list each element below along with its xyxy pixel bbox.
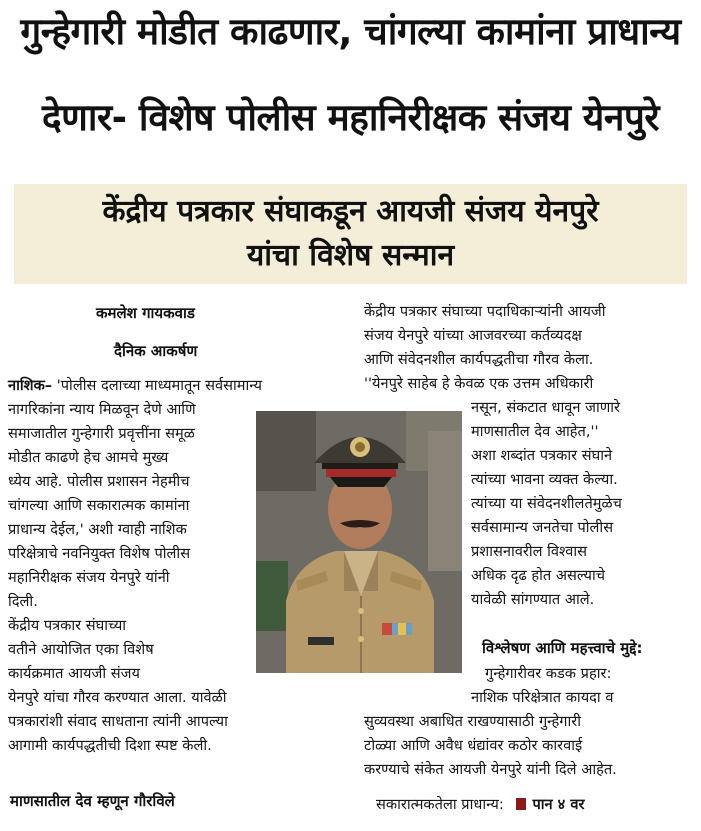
headline-line-1: गुन्हेगारी मोडीत काढणार, चांगल्या कामांना प्राधान्य — [20, 10, 681, 53]
left-line-3: समाजातील गुन्हेगारी प्रवृत्तींना समूळ — [8, 425, 195, 442]
headline-line-2: देणार- विशेष पोलीस महानिरीक्षक संजय येनपुरे — [41, 96, 660, 139]
left-line-2: नागरिकांना न्याय मिळवून देणे आणि — [8, 401, 196, 418]
right-point-full — [364, 710, 697, 782]
subheadline — [14, 190, 687, 278]
point-line-1: गुन्हेगारीवर कडक प्रहार: — [485, 665, 612, 682]
right-narrow-line-1: नसून, संकटात धावून जाणारे — [471, 399, 621, 416]
analysis-heading: विश्लेषण आणि महत्त्वाचे मुद्दे: — [482, 639, 643, 657]
right-line-1: केंद्रीय पत्रकार संघाच्या पदाधिकाऱ्यांनी आयजी — [364, 303, 606, 320]
right-line-3: आणि संवेदनशील कार्यपद्धतीचा गौरव केला. — [364, 351, 594, 368]
subheadline-line-1: केंद्रीय पत्रकार संघाकडून आयजी संजय येनपुरे — [102, 194, 599, 229]
officer-portrait-image — [256, 411, 462, 673]
left-narrow-line-4: परिक्षेत्राचे नवनियुक्त विशेष पोलीस — [8, 545, 191, 562]
left-line-1: 'पोलीस दलाच्या माध्यमातून सर्वसामान्य — [56, 377, 263, 394]
point-line-3: सुव्यवस्था अबाधित राखण्यासाठी गुन्हेगारी — [364, 713, 582, 730]
right-column-top — [364, 300, 697, 396]
left-narrow-line-6: दिली. — [8, 593, 38, 610]
left-bottom-line-3: आगामी कार्यपद्धतीची दिशा स्पष्ट केली. — [8, 737, 212, 754]
point-line-4: टोळ्या आणि अवैध धंद्यांवर कठोर कारवाई — [364, 737, 583, 754]
left-narrow-line-8: वतीने आयोजित एका विशेष — [8, 641, 154, 658]
left-bottom-line-2: पत्रकारांशी संवाद साधताना त्यांनी आपल्या — [8, 713, 228, 730]
left-narrow-line-3: प्राधान्य देईल,' अशी ग्वाही नाशिक — [8, 521, 187, 538]
dateline: नाशिक– — [8, 377, 53, 394]
left-narrow-line-2: चांगल्या आणि सकारात्मक कामांना — [8, 497, 190, 514]
left-line-4: मोडीत काढणे हेच आमचे मुख्य — [8, 449, 169, 466]
left-narrow-line-9: कार्यक्रमात आयजी संजय — [8, 665, 140, 682]
left-column-bottom — [8, 686, 340, 758]
right-column-narrow — [471, 396, 697, 612]
left-column-narrow — [8, 470, 248, 686]
right-line-2: संजय येनपुरे यांच्या आजवरच्या कर्तव्यदक्ष — [364, 327, 582, 344]
right-narrow-line-2: माणसातील देव आहेत,'' — [471, 423, 599, 440]
right-narrow-line-4: त्यांच्या भावना व्यक्त केल्या. — [471, 471, 618, 488]
subheadline-line-2: यांचा विशेष सन्मान — [246, 238, 455, 273]
publication-name: दैनिक आकर्षण — [114, 342, 198, 360]
left-subheading: माणसातील देव म्हणून गौरविले — [10, 792, 175, 810]
footer-line — [376, 794, 584, 814]
left-bottom-line-1: येनपुरे यांचा गौरव करण्यात आला. यावेळी — [8, 689, 227, 706]
continued-on-page: पान ४ वर — [532, 796, 585, 813]
right-narrow-line-9: यावेळी सांगण्यात आले. — [471, 591, 595, 608]
left-narrow-line-1: ध्येय आहे. पोलीस प्रशासन नेहमीच — [8, 473, 190, 490]
footer-text: सकारात्मकतेला प्राधान्य: — [376, 796, 504, 813]
point-line-5: करण्याचे संकेत आयजी येनपुरे यांनी दिले आहेत. — [364, 761, 617, 778]
officer-photo — [256, 411, 462, 673]
left-narrow-line-5: महानिरीक्षक संजय येनपुरे यांनी — [8, 569, 170, 586]
author-name: कमलेश गायकवाड — [96, 304, 195, 322]
right-narrow-line-5: त्यांच्या या संवेदनशीलतेमुळेच — [471, 495, 622, 512]
point-line-2: नाशिक परिक्षेत्रात कायदा व — [471, 689, 614, 706]
right-line-4: ''येनपुरे साहेब हे केवळ एक उत्तम अधिकारी — [364, 375, 594, 392]
right-narrow-line-3: अशा शब्दांत पत्रकार संघाने — [471, 447, 613, 464]
left-narrow-line-7: केंद्रीय पत्रकार संघाच्या — [8, 617, 127, 634]
headline — [0, 6, 701, 144]
right-narrow-line-6: सर्वसामान्य जनतेचा पोलीस — [471, 519, 614, 536]
right-narrow-line-7: प्रशासनावरील विश्वास — [471, 543, 588, 560]
square-bullet-icon — [516, 798, 526, 810]
right-narrow-line-8: अधिक दृढ होत असल्याचे — [471, 567, 606, 584]
right-point-narrow — [471, 662, 697, 710]
